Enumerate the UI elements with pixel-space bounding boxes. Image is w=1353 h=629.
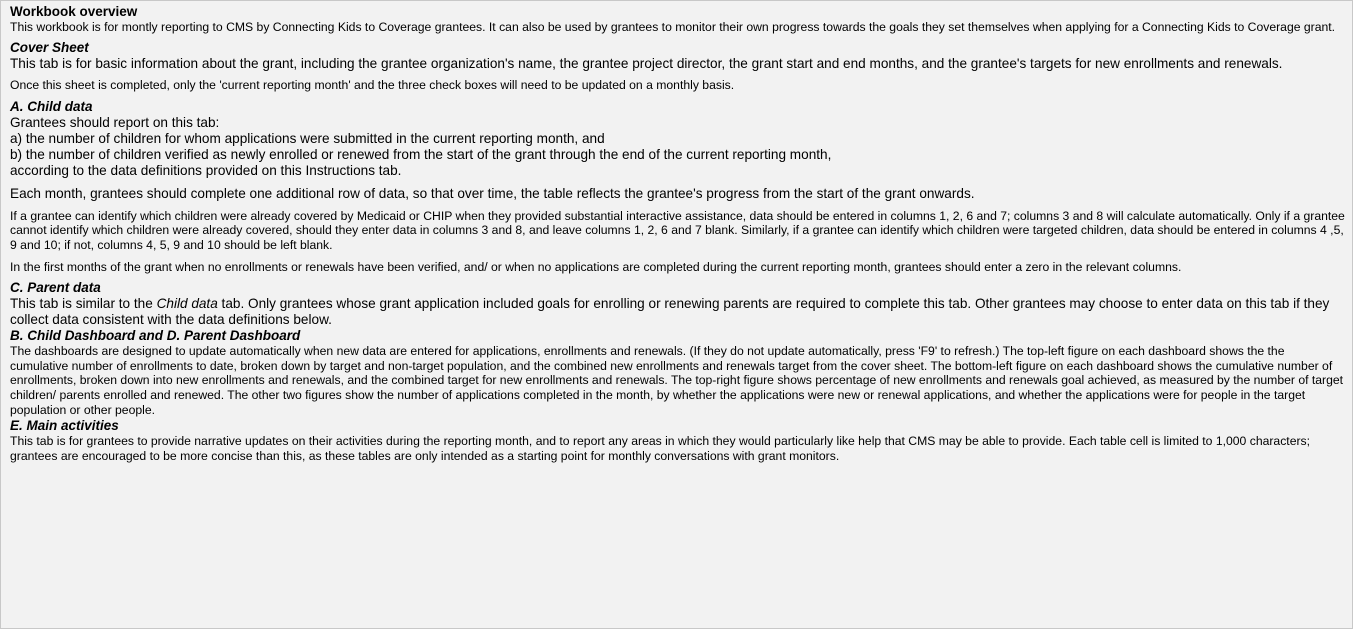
- child-data-line: according to the data definitions provided on this Instructions tab.: [10, 162, 402, 178]
- cover-sheet-text: This tab is for basic information about the grant, including the grantee organization's name, the grantee project director, the grant start and end months, and the grantee's targets for new enrollments and renewals.: [10, 55, 1283, 71]
- parent-data-text-start: This tab is similar to the: [10, 295, 157, 311]
- workbook-overview-text: This workbook is for montly reporting to CMS by Connecting Kids to Coverage grantees. It can also be used by grantees to monitor their own progress towards the goals they set themselves when applying for a Connecting Kids to Coverage grant.: [10, 20, 1336, 34]
- child-data-line: a) the number of children for whom applications were submitted in the current reporting month, and: [10, 130, 605, 146]
- child-data-paragraph: In the first months of the grant when no enrollments or renewals have been verified, and/ or when no applications are completed during the current reporting month, grantees should enter a zero in the relevant columns.: [10, 259, 1182, 274]
- workbook-overview-section: [10, 4, 1346, 35]
- child-data-paragraph: Each month, grantees should complete one additional row of data, so that over time, the table reflects the grantee's progress from the start of the grant onwards.: [10, 185, 975, 201]
- cover-sheet-note: Once this sheet is completed, only the 'current reporting month' and the three check boxes will need to be updated on a monthly basis.: [10, 77, 735, 92]
- cover-sheet-section: [10, 40, 1346, 93]
- parent-data-heading: C. Parent data: [10, 279, 101, 295]
- child-data-paragraph: If a grantee can identify which children were already covered by Medicaid or CHIP when they provided substantial interactive assistance, data should be entered in columns 1, 2, 6 and 7; columns 3 and 8 will calculate automatically. Only if a grantee cannot identify which children were already covered, should they enter data in columns 3 and 8, and leave columns 1, 2, 6 and 7 blank. Similarly, if a grantee can identify which children were targeted children, data should be entered in columns 4 ,5, 9 and 10; if not, columns 4, 5, 9 and 10 should be left blank.: [10, 208, 1345, 253]
- parent-data-text-tab-name: Child data: [156, 295, 218, 311]
- parent-data-section: [10, 280, 1346, 328]
- cover-sheet-heading: Cover Sheet: [10, 39, 89, 55]
- child-data-line: b) the number of children verified as newly enrolled or renewed from the start of the grant through the end of the current reporting month,: [10, 146, 832, 162]
- instructions-content: [10, 4, 1346, 463]
- dashboards-text: The dashboards are designed to update automatically when new data are entered for applications, enrollments and renewals. (If they do not update automatically, press 'F9' to refresh.) The top-left figure on each dashboard shows the the cumulative number of enrollments to date, broken down by target and non-target population, and the combined new enrollments and renewals target from the cover sheet. The bottom-left figure on each dashboard shows the cumulative number of enrollments, broken down into new enrollments and renewals, and the combined target for new enrollments and renewals. The top-right figure shows percentage of new enrollments and renewals goal achieved, as measured by the number of target children/ parents enrolled and renewed. The other two figures show the number of applications completed in the month, by whether the applications were new or renewal applications, and whether the applications were for people in the target population or other people.: [10, 343, 1344, 417]
- main-activities-section: [10, 418, 1346, 464]
- dashboards-section: [10, 328, 1346, 418]
- child-data-heading: A. Child data: [10, 98, 93, 114]
- main-activities-text: This tab is for grantees to provide narrative updates on their activities during the reporting month, and to report any areas in which they would particularly like help that CMS may be able to provide. Each table cell is limited to 1,000 characters; grantees are encouraged to be more concise than this, as these tables are only intended as a starting point for monthly conversations with grant monitors.: [10, 433, 1311, 463]
- child-data-line: Grantees should report on this tab:: [10, 114, 220, 130]
- child-data-section: [10, 99, 1346, 275]
- parent-data-text: [10, 296, 1346, 328]
- parent-data-text-end: tab. Only grantees whose grant application included goals for enrolling or renewing parents are required to complete this tab. Other grantees may choose to enter data on this tab if they collect data consistent with the data definitions below.: [10, 295, 1330, 327]
- main-activities-heading: E. Main activities: [10, 417, 119, 433]
- dashboards-heading: B. Child Dashboard and D. Parent Dashboard: [10, 327, 301, 343]
- workbook-overview-heading: Workbook overview: [10, 4, 138, 19]
